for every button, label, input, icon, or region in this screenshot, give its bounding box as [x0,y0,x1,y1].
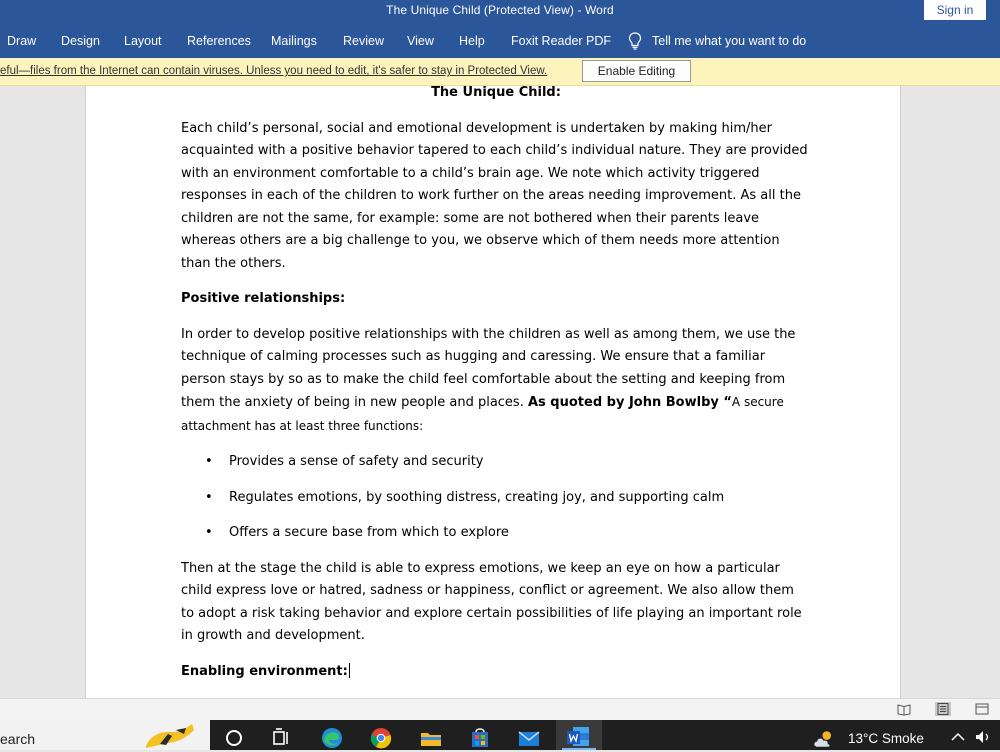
heading-positive-relationships: Positive relationships: [181,291,346,306]
tab-layout[interactable]: Layout [124,34,162,48]
sign-in-button[interactable]: Sign in [924,0,986,20]
chrome-icon[interactable] [368,724,394,750]
document-title: The Unique Child: [431,86,561,100]
search-text: earch [0,731,36,747]
web-layout-icon[interactable] [974,702,990,716]
list-item-text: Regulates emotions, by soothing distress, creating joy, and supporting calm [229,489,725,505]
protected-view-message[interactable]: eful—files from the Internet can contain viruses. Unless you need to edit, it's safer to stay in Protected View. [0,65,548,77]
title-bar [0,0,1000,24]
bullet-glyph: • [205,525,213,540]
taskbar [0,720,1000,750]
edge-icon[interactable] [319,724,345,750]
lightbulb-icon [628,32,642,50]
window-title: The Unique Child (Protected View) - Word [386,3,614,17]
tab-help[interactable]: Help [459,34,485,48]
mail-icon[interactable] [516,724,542,750]
search-highlight-icon [142,722,198,750]
heading-enabling-environment-text: Enabling environment: [181,663,348,679]
list-item [181,451,811,474]
list-item-text: Provides a sense of safety and security [229,454,484,469]
chevron-up-icon[interactable] [951,732,965,742]
list-item [181,487,811,510]
file-explorer-icon[interactable] [418,724,444,750]
tab-references[interactable]: References [187,34,251,48]
bullet-list [181,451,811,545]
enable-editing-button[interactable]: Enable Editing [582,60,691,82]
taskbar-search[interactable] [0,720,210,750]
text-cursor [349,663,350,678]
list-item [181,522,811,545]
tab-draw[interactable]: Draw [7,34,37,48]
tell-me-label: Tell me what you want to do [652,34,807,48]
bullet-glyph: • [205,454,213,469]
paragraph-2-quote: A secure attachment has at least three functions: [181,395,784,433]
tab-review[interactable]: Review [343,34,384,48]
paragraph-3: Then at the stage the child is able to express emotions, we keep an eye on how a particular child express love or hatred, sadness or happiness, conflict or agreement. We also allow them to adopt a risk taking behavior and explore certain possibilities of life playing an important role in growth and development. [181,560,802,643]
tab-view[interactable]: View [407,34,434,48]
paragraph-1: Each child’s personal, social and emotional development is undertaken by making him/her acquainted with a positive behavior tapered to each child’s individual nature. They are provided with an environment comfortable to a child’s brain age. We note which activity triggered responses in each of the children to work further on the areas needing improvement. As all the children are not the same, for example: some are not bothered when their parents leave whereas others are a big challenge to you, we observe which of them needs more attention than the others. [181,120,808,271]
status-bar [0,698,1000,721]
tell-me-search[interactable] [628,32,806,50]
bullet-glyph: • [205,489,213,505]
document-page[interactable] [85,86,901,698]
weather-text[interactable]: 13°C Smoke [848,731,924,746]
store-icon[interactable] [467,724,493,750]
task-view-icon[interactable] [268,724,294,750]
paragraph-2-bold: As quoted by John Bowlby “ [527,395,732,410]
word-taskbar-button[interactable] [556,720,602,750]
paragraph-2 [181,324,811,439]
document-area[interactable] [0,86,1000,698]
document-body [181,86,811,683]
protected-view-bar [0,58,1000,86]
word-icon [565,725,591,749]
heading-enabling-environment [181,661,811,684]
read-mode-icon[interactable] [896,702,912,716]
paragraph-2-text: In order to develop positive relationships with the children as well as among them, we use the technique of calming processes such as hugging and caressing. We ensure that a familiar person stays by so as to make the child feel comfortable about the setting and keeping from them the anxiety of being in new people and places. [181,326,796,410]
list-item-text: Offers a secure base from which to explore [229,525,509,540]
print-layout-icon[interactable] [935,702,951,716]
tab-design[interactable]: Design [61,34,100,48]
tab-mailings[interactable]: Mailings [271,34,317,48]
ribbon-tabs [0,24,1000,58]
cortana-icon[interactable] [221,724,247,750]
tab-foxit-reader-pdf[interactable]: Foxit Reader PDF [511,34,612,48]
speaker-icon[interactable] [975,730,991,744]
weather-icon[interactable] [812,726,838,752]
